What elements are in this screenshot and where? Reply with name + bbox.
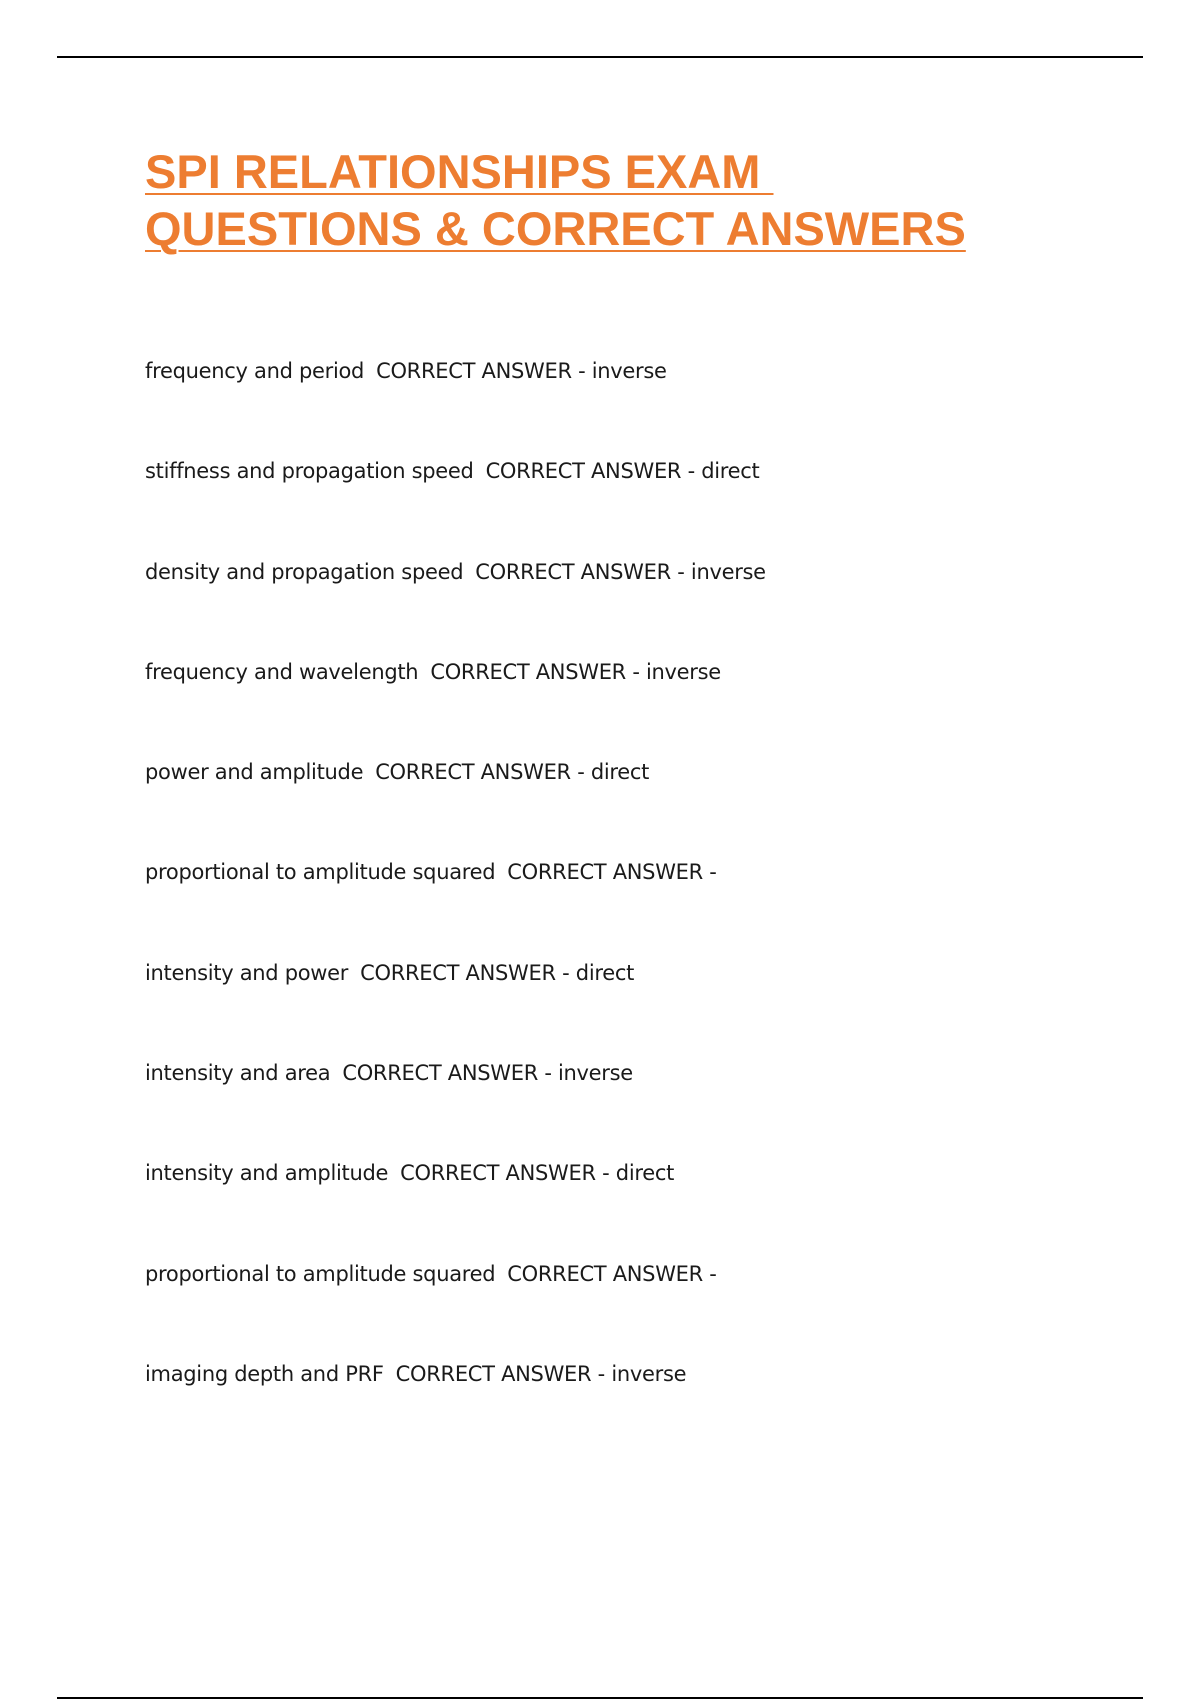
title-line-1: SPI RELATIONSHIPS EXAM [145,145,774,198]
qa-item [145,1258,1045,1358]
qa-item [145,1057,1045,1157]
bottom-rule [57,1697,1143,1699]
qa-item [145,756,1045,856]
question-text: density and propagation speed [145,559,464,584]
answer-text: CORRECT ANSWER - [507,860,717,885]
answer-text: CORRECT ANSWER - [507,1261,717,1286]
answer-text: CORRECT ANSWER - inverse [475,559,766,584]
question-text: imaging depth and PRF [145,1361,384,1386]
qa-item [145,355,1045,455]
question-text: power and amplitude [145,760,364,785]
question-text: intensity and power [145,960,349,985]
answer-text: CORRECT ANSWER - inverse [430,659,721,684]
qa-item [145,957,1045,1057]
qa-item [145,1157,1045,1257]
answer-text: CORRECT ANSWER - direct [375,760,650,785]
question-text: intensity and area [145,1061,331,1086]
title-line-2: QUESTIONS & CORRECT ANSWERS [145,202,966,255]
answer-text: CORRECT ANSWER - inverse [376,359,667,383]
qa-item [145,455,1045,555]
qa-item [145,656,1045,756]
top-rule [57,56,1143,58]
answer-text: CORRECT ANSWER - inverse [342,1061,633,1086]
answer-text: CORRECT ANSWER - inverse [395,1361,687,1386]
qa-item [145,1358,1045,1458]
answer-text: CORRECT ANSWER - direct [400,1161,675,1186]
question-text: proportional to amplitude squared [145,860,496,885]
question-text: stiffness and propagation speed [145,459,474,484]
question-text: frequency and period [145,359,365,383]
question-text: intensity and amplitude [145,1161,389,1186]
qa-item [145,556,1045,656]
answer-text: CORRECT ANSWER - direct [485,459,760,484]
qa-list [145,355,1045,1458]
question-text: proportional to amplitude squared [145,1261,496,1286]
qa-item [145,856,1045,956]
answer-text: CORRECT ANSWER - direct [360,960,635,985]
question-text: frequency and wavelength [145,659,419,684]
document-title [145,143,1095,257]
